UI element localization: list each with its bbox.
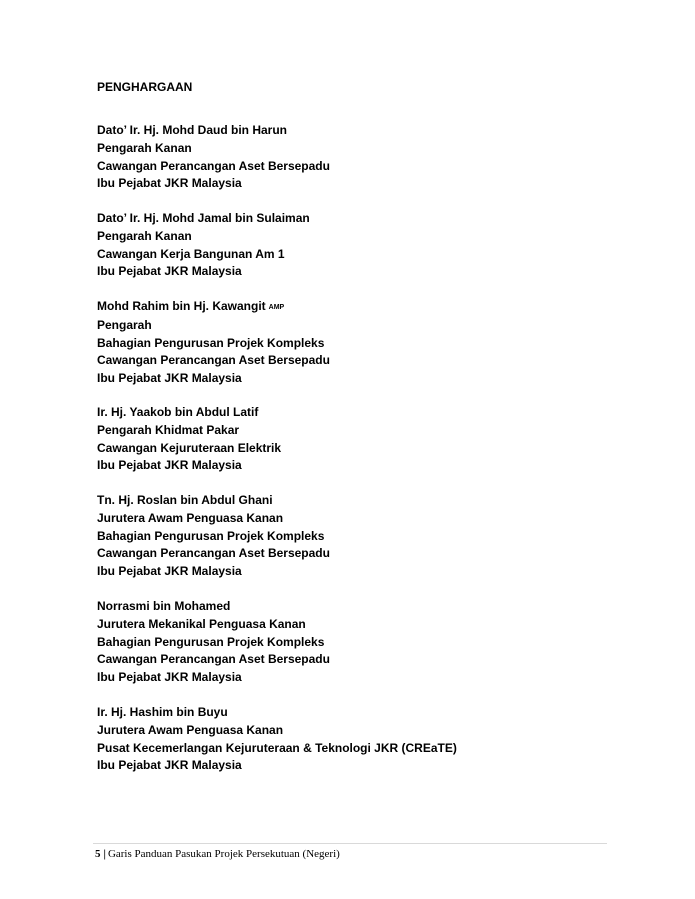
acknowledgement-entry [97, 598, 657, 687]
person-office: Ibu Pejabat JKR Malaysia [97, 758, 242, 773]
person-office: Ibu Pejabat JKR Malaysia [97, 264, 242, 279]
person-department: Cawangan Perancangan Aset Bersepadu [97, 158, 330, 173]
person-division: Bahagian Pengurusan Projek Kompleks [97, 528, 325, 543]
document-title: Garis Panduan Pasukan Projek Persekutuan (Negeri) [107, 848, 340, 860]
person-department: Cawangan Perancangan Aset Bersepadu [97, 546, 330, 561]
person-department: Cawangan Kerja Bangunan Am 1 [97, 246, 285, 261]
person-division: Bahagian Pengurusan Projek Kompleks [97, 335, 325, 350]
person-position: Pengarah Kanan [97, 228, 192, 243]
person-name: Ir. Hj. Hashim bin Buyu [97, 705, 228, 719]
person-name: Tn. Hj. Roslan bin Abdul Ghani [97, 493, 273, 507]
acknowledgement-entry [97, 210, 657, 281]
acknowledgement-entry [97, 122, 657, 193]
person-office: Ibu Pejabat JKR Malaysia [97, 670, 242, 685]
person-position: Jurutera Awam Penguasa Kanan [97, 510, 284, 525]
person-position: Jurutera Mekanikal Penguasa Kanan [97, 616, 306, 631]
person-department: Cawangan Perancangan Aset Bersepadu [97, 652, 330, 667]
acknowledgement-entry [97, 404, 657, 475]
person-name: Norrasmi bin Mohamed [97, 599, 231, 613]
person-name: Ir. Hj. Yaakob bin Abdul Latif [97, 405, 259, 419]
person-division: Bahagian Pengurusan Projek Kompleks [97, 634, 325, 649]
page-footer [95, 848, 340, 861]
person-office: Ibu Pejabat JKR Malaysia [97, 458, 242, 473]
person-position: Jurutera Awam Penguasa Kanan [97, 722, 284, 737]
footer-separator: | [103, 848, 106, 860]
page-number: 5 [95, 848, 101, 860]
acknowledgement-entry [97, 704, 657, 775]
person-department: Pusat Kecemerlangan Kejuruteraan & Teknologi JKR (CREaTE) [97, 740, 457, 755]
person-position: Pengarah Khidmat Pakar [97, 422, 240, 437]
person-name-line [97, 298, 657, 317]
person-name: Dato’ Ir. Hj. Mohd Daud bin Harun [97, 123, 288, 137]
footer-divider [93, 843, 607, 844]
person-office: Ibu Pejabat JKR Malaysia [97, 176, 242, 191]
person-department: Cawangan Perancangan Aset Bersepadu [97, 353, 330, 368]
person-position: Pengarah Kanan [97, 140, 192, 155]
person-name-suffix: AMP [268, 304, 285, 311]
person-name: Dato’ Ir. Hj. Mohd Jamal bin Sulaiman [97, 211, 310, 225]
acknowledgement-entry [97, 492, 657, 581]
person-position: Pengarah [97, 317, 152, 332]
acknowledgement-entry [97, 298, 657, 388]
person-department: Cawangan Kejuruteraan Elektrik [97, 440, 282, 455]
person-office: Ibu Pejabat JKR Malaysia [97, 564, 242, 579]
person-name: Mohd Rahim bin Hj. Kawangit [97, 299, 266, 313]
person-office: Ibu Pejabat JKR Malaysia [97, 371, 242, 386]
page-title: PENGHARGAAN [97, 80, 193, 94]
